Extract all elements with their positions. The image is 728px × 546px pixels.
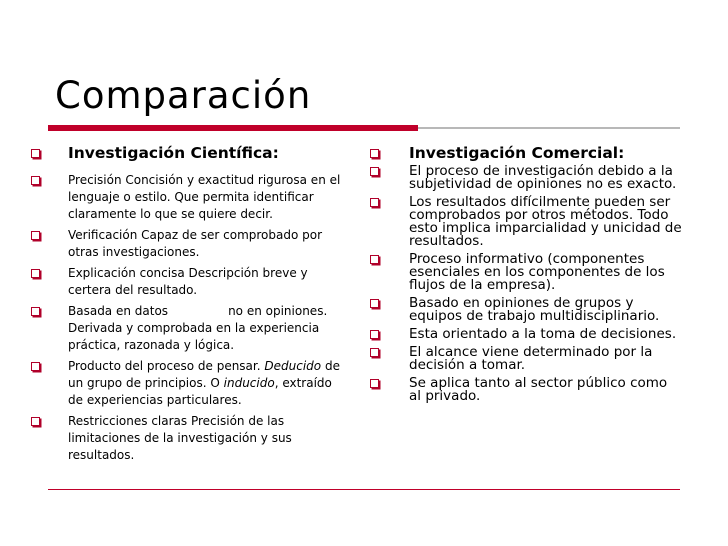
scientific-item-explanation <box>31 265 343 299</box>
list-item-text: Precisión Concisión y exactitud rigurosa en el lenguaje o estilo. Que permita identificar claramente lo que se quiere decir. <box>68 173 341 221</box>
list-item-text: Se aplica tanto al sector público como al privado. <box>409 375 668 404</box>
list-item-text: Los resultados difícilmente pueden ser comprobados por otros métodos. Todo esto implica imparcialidad y unicidad de resultados. <box>409 194 682 249</box>
square-bullet-icon <box>370 330 379 339</box>
square-bullet-icon <box>370 348 379 357</box>
square-bullet-icon <box>370 198 379 207</box>
square-bullet-icon <box>31 149 40 158</box>
commercial-item-opinions <box>370 297 682 323</box>
title-underline-gray <box>418 127 680 129</box>
list-item-text-inducido: inducido <box>223 376 275 390</box>
list-item-text: El proceso de investigación debido a la subjetividad de opiniones no es exacto. <box>409 163 677 192</box>
scientific-heading <box>31 144 343 162</box>
commercial-heading <box>370 144 682 162</box>
commercial-column <box>370 144 682 408</box>
scientific-item-data-based <box>31 303 343 354</box>
square-bullet-icon <box>370 255 379 264</box>
square-bullet-icon <box>370 167 379 176</box>
scientific-item-product <box>31 358 343 409</box>
square-bullet-icon <box>31 417 40 426</box>
list-item-text: Explicación concisa Descripción breve y certera del resultado. <box>68 266 308 297</box>
commercial-item-sector <box>370 377 682 403</box>
scientific-column <box>31 144 343 468</box>
list-item-text: Verificación Capaz de ser comprobado por otras investigaciones. <box>68 228 323 259</box>
footer-rule <box>48 489 680 490</box>
list-item-text: Basado en opiniones de grupos y equipos de trabajo multidisciplinario. <box>409 295 660 324</box>
scientific-item-precision <box>31 172 343 223</box>
list-item-text-deducido: Deducido <box>264 359 322 373</box>
square-bullet-icon <box>370 299 379 308</box>
square-bullet-icon <box>31 269 40 278</box>
commercial-item-process <box>370 165 682 191</box>
list-item-text-b: no en opiniones. Derivada y comprobada en la experiencia práctica, razonada y lógica. <box>68 304 328 352</box>
commercial-heading-text: Investigación Comercial: <box>409 144 625 162</box>
commercial-item-scope <box>370 346 682 372</box>
list-item-text-a: Producto del proceso de pensar. <box>68 359 261 373</box>
list-item-text-a: Basada en datos <box>68 304 169 318</box>
scientific-heading-text: Investigación Científica: <box>68 144 279 162</box>
title-underline-accent <box>48 125 418 131</box>
list-item-text-c: de un grupo de principios. O <box>68 359 340 390</box>
square-bullet-icon <box>31 362 40 371</box>
square-bullet-icon <box>31 176 40 185</box>
list-item-text-e: , extraído de experiencias particulares. <box>68 376 332 407</box>
square-bullet-icon <box>31 307 40 316</box>
scientific-item-verification <box>31 227 343 261</box>
square-bullet-icon <box>370 149 379 158</box>
list-item-text: Proceso informativo (componentes esenciales en los componentes de los flujos de la empresa). <box>409 251 665 293</box>
commercial-item-informative <box>370 253 682 292</box>
list-item-text: El alcance viene determinado por la decisión a tomar. <box>409 344 653 373</box>
list-item-text: Esta orientado a la toma de decisiones. <box>409 326 677 342</box>
list-item-text: Restricciones claras Precisión de las limitaciones de la investigación y sus resultados. <box>68 414 292 462</box>
commercial-item-decisions <box>370 328 682 341</box>
slide-title: Comparación <box>55 74 312 117</box>
scientific-item-restrictions <box>31 413 343 464</box>
commercial-item-results <box>370 196 682 248</box>
square-bullet-icon <box>31 231 40 240</box>
square-bullet-icon <box>370 379 379 388</box>
